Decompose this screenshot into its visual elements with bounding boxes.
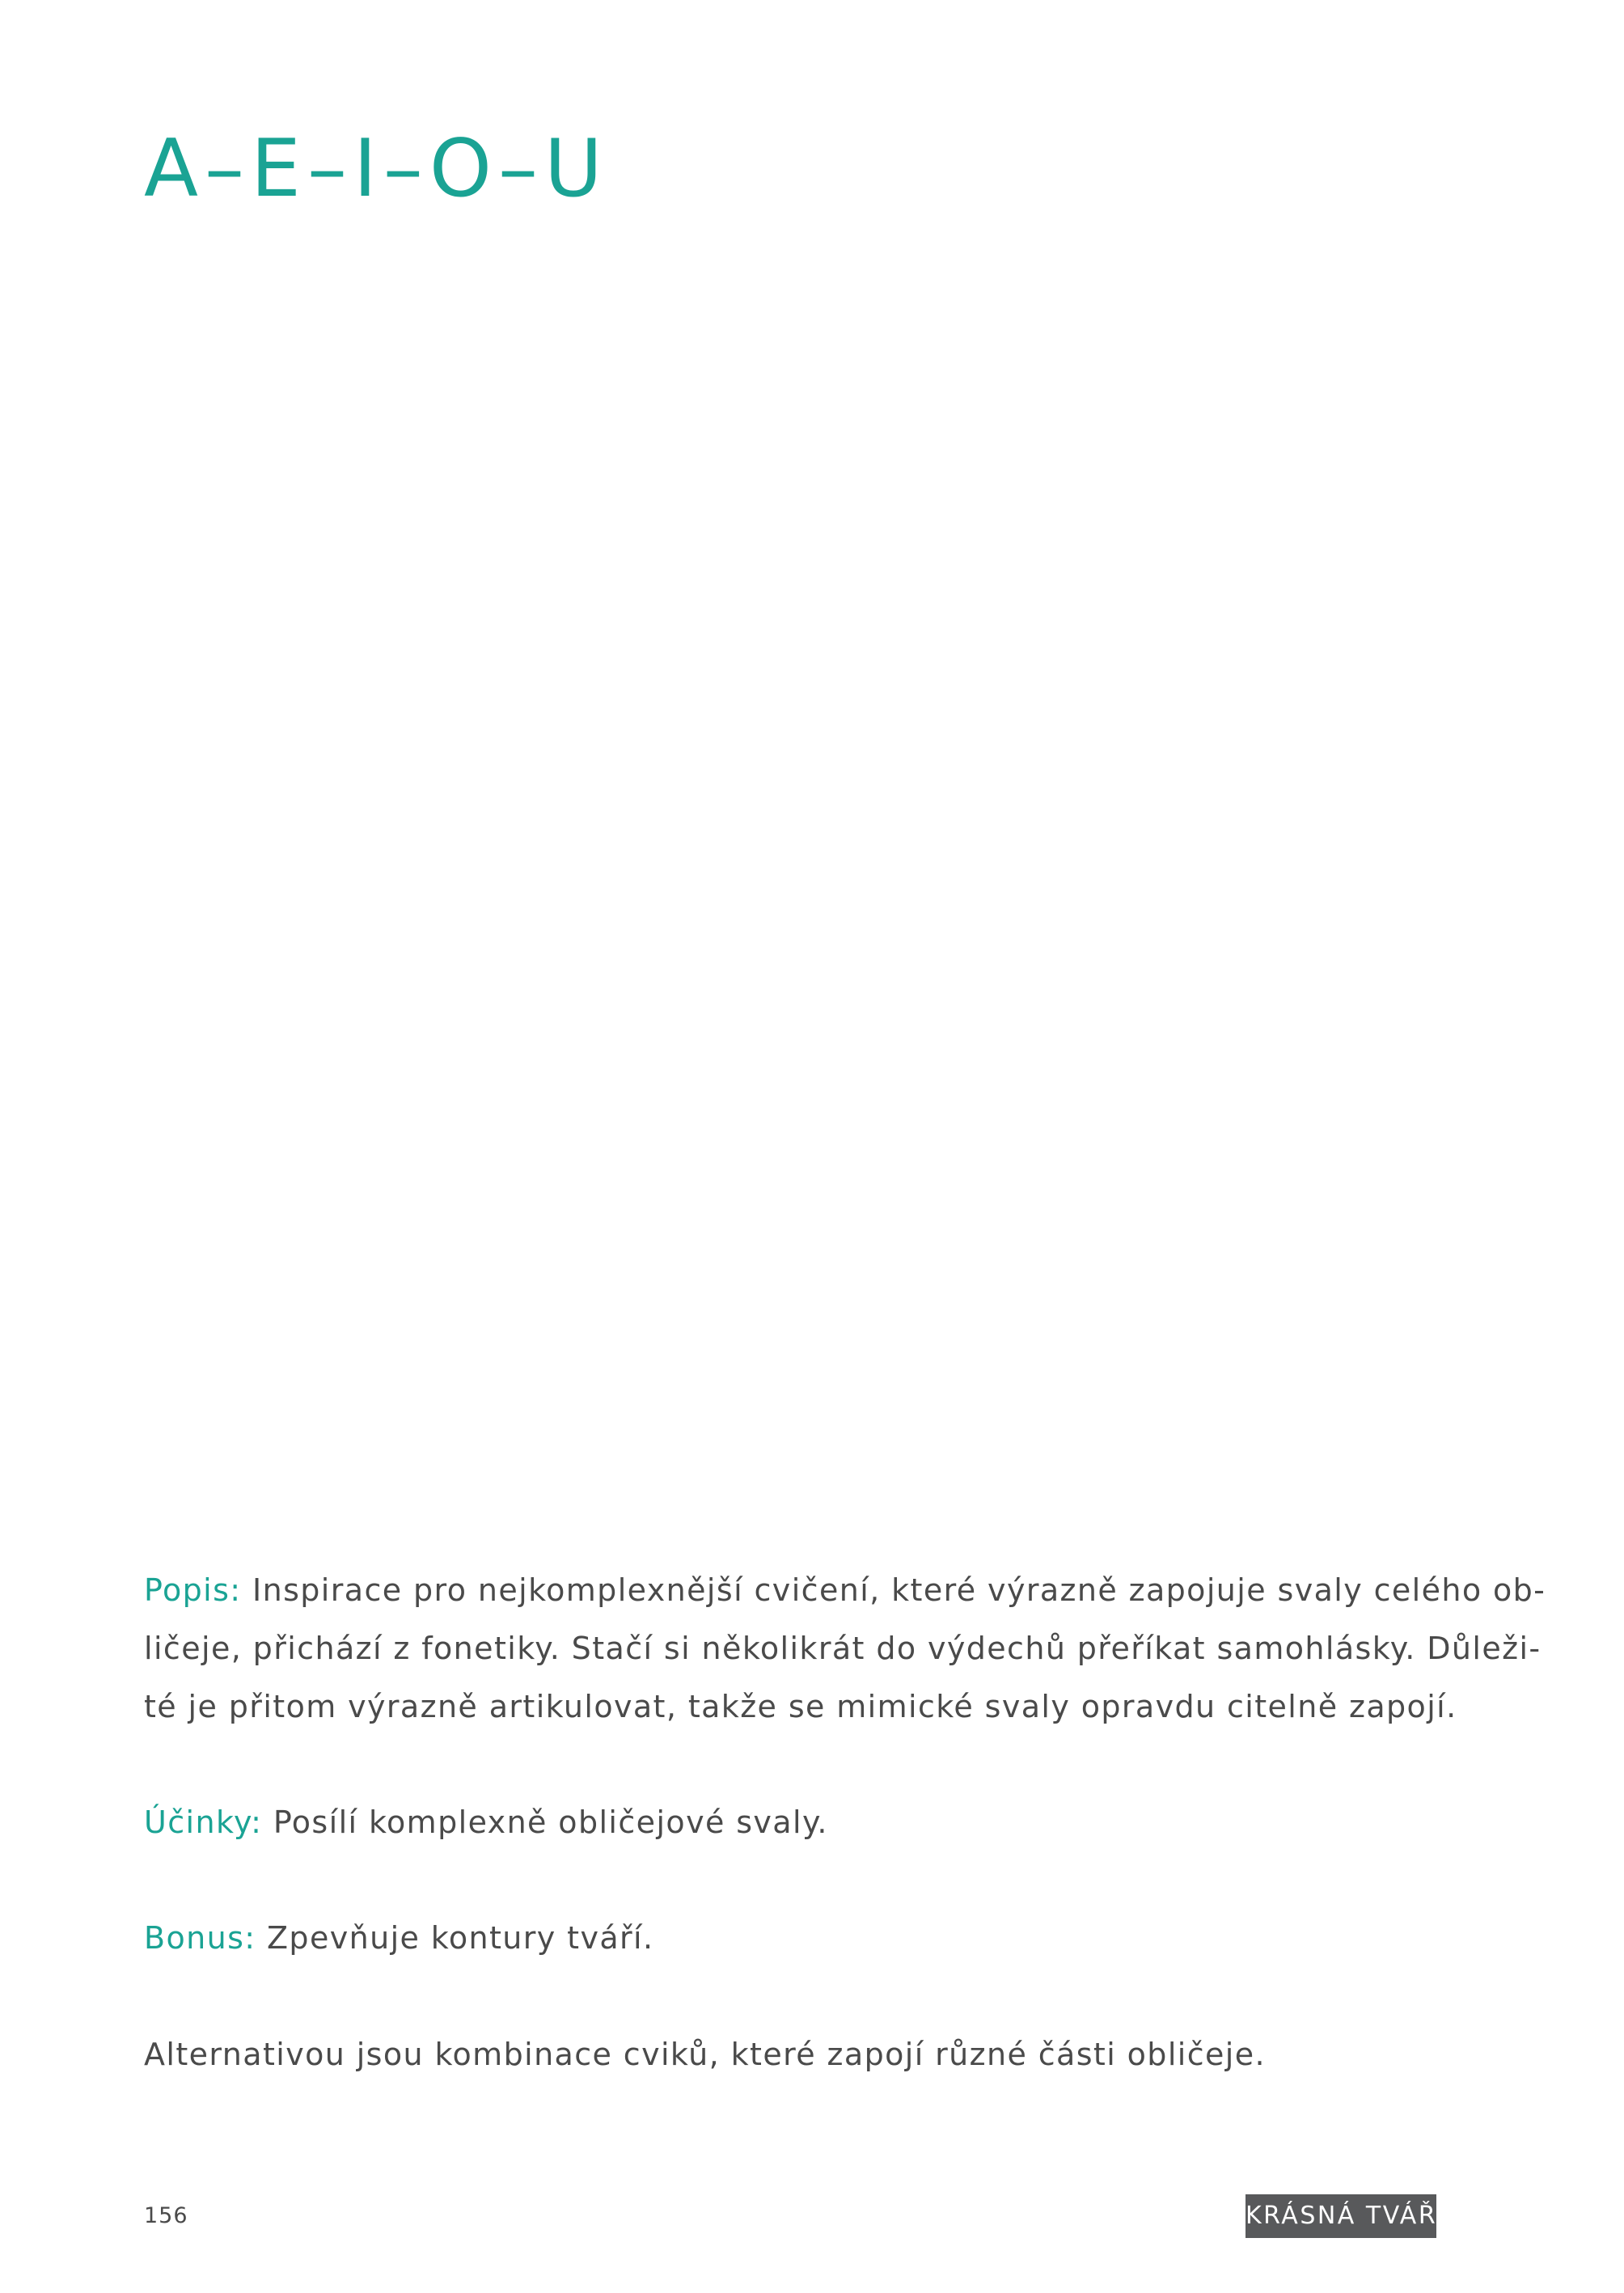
bonus-text: Zpevňuje kontury tváří. (266, 1920, 654, 1956)
description-paragraph (144, 1561, 1546, 1736)
description-line-2: ličeje, přichází z fonetiky. Stačí si několikrát do výdechů přeříkat samohlásky. Důleži- (144, 1631, 1542, 1666)
page-number: 156 (144, 2203, 188, 2228)
effects-label: Účinky: (144, 1804, 263, 1840)
chapter-badge: KRÁSNÁ TVÁŘ (1245, 2194, 1436, 2238)
description-text-1: Inspirace pro nejkomplexnější cvičení, které výrazně zapojuje svaly celého ob- (252, 1572, 1546, 1608)
bonus-paragraph (144, 1909, 1438, 1967)
description-line-3: té je přitom výrazně artikulovat, takže se mimické svaly opravdu citelně zapojí. (144, 1689, 1457, 1724)
bonus-label: Bonus: (144, 1920, 256, 1956)
page-title: A–E–I–O–U (144, 123, 609, 215)
description-label: Popis: (144, 1572, 242, 1608)
alternative-paragraph: Alternativou jsou kombinace cviků, které zapojí různé části obličeje. (144, 2037, 1267, 2072)
effects-paragraph (144, 1793, 1438, 1851)
description-line-1 (144, 1561, 1546, 1619)
effects-text: Posílí komplexně obličejové svaly. (273, 1804, 828, 1840)
